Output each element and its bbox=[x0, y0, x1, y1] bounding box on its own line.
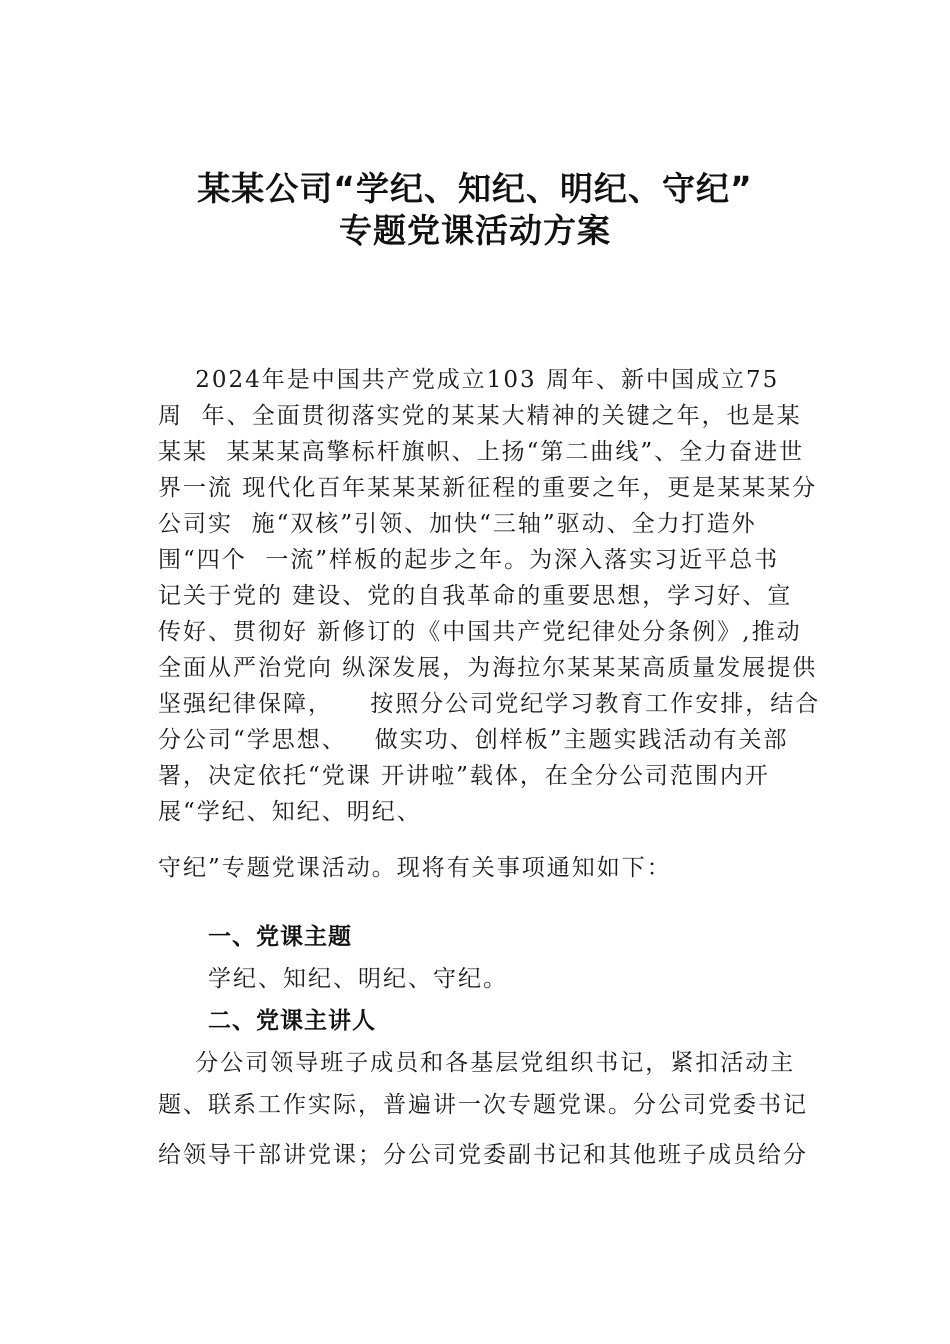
intro-line: 坚强纪律保障， 按照分公司党纪学习教育工作安排，结合 bbox=[158, 691, 821, 717]
section-heading: 二、党课主讲人 bbox=[208, 1008, 376, 1034]
intro-line: 全面从严治党向 纵深发展，为海拉尔某某某高质量发展提供 bbox=[158, 655, 818, 681]
section-body: 学纪、知纪、明纪、守纪。 bbox=[208, 966, 508, 992]
intro-line: 2024年是中国共产党成立103 周年、新中国成立75 bbox=[158, 367, 780, 393]
intro-line: 分公司“学思想、 做实功、创样板”主题实践活动有关部 bbox=[158, 727, 789, 753]
document-title-line-1: 某某公司“学纪、知纪、明纪、守纪” bbox=[197, 169, 753, 208]
section-heading: 一、党课主题 bbox=[208, 924, 352, 950]
intro-line: 界一流 现代化百年某某某新征程的重要之年，更是某某某分 bbox=[158, 475, 818, 501]
intro-line: 展“学纪、知纪、明纪、 bbox=[158, 799, 422, 825]
intro-line: 周 年、全面贯彻落实党的某某大精神的关键之年，也是某 bbox=[158, 403, 802, 429]
intro-line: 围“四个 一流”样板的起步之年。为深入落实习近平总书 bbox=[158, 547, 780, 573]
section-body-line: 题、联系工作实际，普遍讲一次专题党课。分公司党委书记 bbox=[158, 1092, 808, 1118]
section-body-line: 给领导干部讲党课；分公司党委副书记和其他班子成员给分 bbox=[158, 1142, 808, 1168]
intro-line: 署，决定依托“党课 开讲啦”载体，在全分公司范围内开 bbox=[158, 763, 770, 789]
intro-line: 某某 某某某高擎标杆旗帜、上扬“第二曲线”、全力奋进世 bbox=[158, 439, 805, 465]
intro-line: 公司实 施“双核”引领、加快“三轴”驱动、全力打造外 bbox=[158, 511, 757, 537]
intro-line: 守纪”专题党课活动。现将有关事项通知如下： bbox=[158, 855, 672, 881]
intro-line: 传好、贯彻好 新修订的《中国共产党纪律处分条例》,推动 bbox=[158, 619, 802, 645]
document-title-line-2: 专题党课活动方案 bbox=[339, 211, 611, 250]
section-body-line: 分公司领导班子成员和各基层党组织书记，紧扣活动主 bbox=[158, 1050, 796, 1076]
intro-line: 记关于党的 建设、党的自我革命的重要思想，学习好、宣 bbox=[158, 583, 793, 609]
